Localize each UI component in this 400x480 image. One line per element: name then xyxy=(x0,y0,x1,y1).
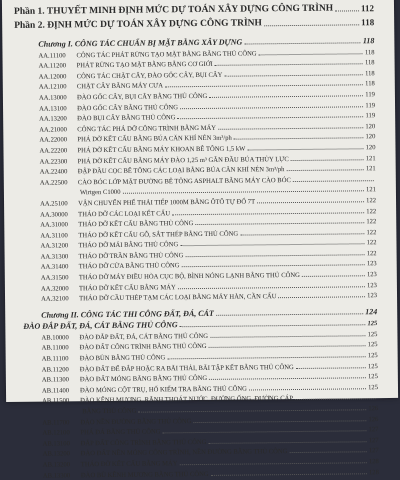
entry-page: 128 xyxy=(368,468,379,476)
dot-leader xyxy=(234,138,364,140)
dot-leader xyxy=(210,335,366,338)
entry-title: THÁO DỠ CẦU THÉP TẠM CÁC LOẠI BẰNG MÁY HÀN, CẦN CẨU xyxy=(79,293,277,303)
entry-page: 128 xyxy=(368,458,379,466)
page-number: 125 xyxy=(367,320,378,328)
entry-title: THÁO DỠ MÁI BẰNG THỦ CÔNG xyxy=(78,241,179,250)
entry-title: THÁO DỠ KẾT CẤU BẰNG MÁY xyxy=(78,283,176,292)
entry-title: ĐÀO BÙ KÊNH MƯƠNG BẰNG THỦ CÔNG xyxy=(80,470,209,479)
document-page xyxy=(2,0,398,480)
entry-code: AA.11100 xyxy=(38,51,66,60)
chapter-title: Chương I. CÔNG TÁC CHUẨN BỊ MẶT BẰNG XÂY DỰNG xyxy=(38,37,243,49)
chapter-1-entries xyxy=(14,45,377,303)
entry-page: 119 xyxy=(365,91,375,99)
entry-page: 127 xyxy=(368,436,379,445)
entry-title: ĐÀO ĐẤT NỀN MÓNG CÔNG TRÌNH, NỀN ĐƯỜNG BẰNG THỦ CÔNG xyxy=(80,448,288,458)
entry-page: 119 xyxy=(365,101,376,109)
entry-title: ĐÀO ĐẮP ĐẤT, ĐÁ, CÁT BẰNG THỦ CÔNG xyxy=(79,332,209,342)
entry-page: 122 xyxy=(366,218,377,226)
dot-leader xyxy=(244,42,361,44)
entry-page: 121 xyxy=(365,165,376,173)
entry-code: AB.11700 xyxy=(42,418,70,427)
dot-leader xyxy=(278,297,365,299)
entry-title: VẬN CHUYỂN PHẾ THẢI TIẾP 1000M BẰNG ÔTÔ TỰ ĐỔ 7T xyxy=(78,198,256,208)
entry-title: ĐÀO ĐẤT CÔNG TRÌNH BẰNG THỦ CÔNG xyxy=(79,343,207,352)
part-title: Phần 2. ĐỊNH MỨC DỰ TOÁN XÂY DỰNG CÔNG TRÌNH xyxy=(14,18,262,31)
entry-page: 122 xyxy=(366,228,377,236)
entry-page: 120 xyxy=(365,133,376,141)
entry-code: AA.12000 xyxy=(38,73,67,81)
entry-title: THÁO DỠ MÁY ĐIỀU HÒA CỤC BỘ, BÌNH NÓNG LẠNH BẰNG THỦ CÔNG xyxy=(78,272,300,282)
entry-title: THÁO DỠ KẾT CẤU BẰNG THỦ CÔNG xyxy=(78,220,194,229)
entry-code: AA.21000 xyxy=(39,126,67,134)
entry-page: 121 xyxy=(365,154,376,162)
entry-page: 121 xyxy=(365,186,376,194)
part-title: Phần 1. THUYẾT MINH ĐỊNH MỨC DỰ TOÁN XÂY DỰNG CÔNG TRÌNH xyxy=(13,3,334,17)
dot-leader xyxy=(296,367,366,369)
entry-title: ĐÀO ĐẤT ĐỂ ĐẮP HOẶC RA BÃI THẢI, BÃI TẬP KẾT BẰNG THỦ CÔNG xyxy=(79,363,294,373)
entry-page: 125 xyxy=(367,362,378,370)
dot-leader xyxy=(240,233,364,235)
entry-code: AB.13200 xyxy=(42,450,71,459)
entry-code: AA.13100 xyxy=(39,104,67,113)
entry-page: 125 xyxy=(367,352,378,360)
entry-title: THÁO DỠ CỬA BẰNG THỦ CÔNG xyxy=(78,262,180,271)
entry-code: AA.32000 xyxy=(40,285,69,293)
entry-title: ĐÀO MÓNG CỘT TRỤ, HỐ KIỂM TRA BẰNG THỦ CÔNG xyxy=(79,385,247,395)
entry-title: PHÁ DỠ KẾT CẤU BẰNG MÁY ĐÀO 1,25 m³ GẮN ĐẦU BÚA THỦY LỰC xyxy=(77,155,289,165)
entry-title: CÔNG TÁC CHẶT CÂY, ĐÀO GỐC CÂY, BỤI CÂY xyxy=(76,71,223,81)
entry-page: 127 xyxy=(368,447,379,455)
entry-page: 123 xyxy=(366,271,377,279)
entry-title: THÁO DỠ TRẦN BẰNG THỦ CÔNG xyxy=(78,252,184,261)
entry-title: ĐẮP ĐẤT CÔNG TRÌNH BẰNG THỦ CÔNG xyxy=(80,438,207,448)
entry-title: ĐÀO GỐC CÂY BẰNG THỦ CÔNG xyxy=(77,103,179,112)
page-number: 124 xyxy=(365,307,378,317)
entry-title-continued: BẰNG THỦ CÔNG xyxy=(82,407,137,416)
entry-page: 125 xyxy=(368,383,379,392)
dot-leader xyxy=(291,159,364,161)
entry-title: PHÁ DỠ KẾT CẤU BẰNG MÁY KHOAN BÊ TÔNG 1,5 kW xyxy=(77,145,246,155)
dot-leader xyxy=(249,388,366,390)
dot-leader xyxy=(335,10,359,11)
page-number: 118 xyxy=(362,36,375,46)
dot-leader xyxy=(218,127,363,130)
dot-leader xyxy=(259,53,363,55)
entry-code: AA.32100 xyxy=(41,295,69,303)
entry-page: 119 xyxy=(365,112,376,120)
entry-title: ĐÀO BỤI CÂY BẰNG THỦ CÔNG xyxy=(77,114,176,123)
entry-code: AB.11300 xyxy=(41,376,69,384)
entry-title: ĐẬP ĐẦU CỌC BÊ TÔNG CÁC LOẠI BẰNG BÚA CĂN KHÍ NÉN 3m³/ph xyxy=(77,166,285,176)
entry-code: AA.31000 xyxy=(40,221,68,229)
entry-code: AB.13300 xyxy=(42,471,71,480)
entry-code: AB.11000 xyxy=(41,344,69,353)
entry-page: 120 xyxy=(365,144,376,152)
entry-code: AA.22400 xyxy=(39,168,68,176)
dot-leader xyxy=(216,314,363,317)
dot-leader xyxy=(215,63,363,66)
entry-page: 123 xyxy=(366,281,377,289)
dot-leader xyxy=(302,275,365,277)
entry-code: AA.13000 xyxy=(38,94,67,102)
entry-page: 125 xyxy=(367,373,378,381)
dot-leader xyxy=(209,95,363,98)
entry-title: CHẶT CÂY BẰNG MÁY CƯA xyxy=(76,82,164,91)
entry-page: 127 xyxy=(368,426,379,434)
dot-leader xyxy=(247,148,363,150)
entry-title: CÔNG TÁC PHÁT RỪNG TẠO MẶT BẰNG BẰNG THỦ CÔNG xyxy=(76,49,257,59)
entry-code: AA.12100 xyxy=(38,83,67,92)
dot-leader xyxy=(257,201,364,203)
entry-page: 123 xyxy=(367,292,378,300)
entry-code: AA.22000 xyxy=(39,136,68,145)
entry-code: AA.30000 xyxy=(40,210,68,219)
entry-code: AA.22500 xyxy=(39,179,68,187)
entry-title: ĐÀO NỀN ĐƯỜNG BẰNG THỦ CÔNG xyxy=(80,417,192,426)
entry-code: AA.31400 xyxy=(40,263,69,272)
entry-title: THÁO ĐỠ KẾT CẤU BẰNG MÁY xyxy=(80,460,178,469)
entry-page: 125 xyxy=(367,330,378,339)
entry-code: AA.31300 xyxy=(40,253,69,261)
entry-page: 118 xyxy=(364,48,375,56)
entry-title: ĐÀO BÙN BẰNG THỦ CÔNG xyxy=(79,354,166,363)
entry-code: AB.12100 xyxy=(42,429,70,437)
dot-leader xyxy=(224,74,363,76)
chapter-2-entries xyxy=(17,327,379,479)
entry-title: PHÁ ĐÁ BẰNG THỦ CÔNG xyxy=(80,428,161,437)
entry-title: PHÁT RỪNG TẠO MẶT BẰNG BẰNG CƠ GIỚI xyxy=(76,61,213,70)
entry-code: AA.13200 xyxy=(39,115,67,123)
entry-code: AA.25100 xyxy=(40,200,68,208)
entry-title: THÁO DỠ CÁC LOẠI KẾT CẤU xyxy=(78,209,171,218)
entry-title: ĐÀO ĐẤT MÓNG BĂNG BẰNG THỦ CÔNG xyxy=(79,375,208,384)
page-number: 118 xyxy=(361,17,375,28)
entry-page: 123 xyxy=(366,260,377,268)
entry-code: AB.11100 xyxy=(41,355,69,363)
entry-code: AA.31200 xyxy=(40,242,69,250)
entry-page: 118 xyxy=(364,59,375,67)
entry-code: AB.13200 xyxy=(42,461,71,469)
entry-title-continued: Wirtgen C1000 xyxy=(79,189,121,197)
dot-leader xyxy=(293,180,374,182)
entry-code: AA.22300 xyxy=(39,157,68,166)
entry-title: CÀO BÓC LỚP MẶT ĐƯỜNG BÊ TÔNG ASPHALT BẰNG MÁY CÀO BÓC xyxy=(77,176,291,186)
page-number: 112 xyxy=(360,3,375,14)
entry-title: CÔNG TÁC PHÁ DỠ CÔNG TRÌNH BẰNG MÁY xyxy=(77,124,217,134)
dot-leader xyxy=(264,24,359,26)
entry-code: AA.22200 xyxy=(39,147,68,155)
entry-page: 126 xyxy=(368,415,379,423)
entry-code: AA.31500 xyxy=(40,274,69,282)
entry-code: AA.31100 xyxy=(40,232,68,240)
entry-page: 122 xyxy=(366,250,377,258)
entry-title: PHÁ DỠ KẾT CẤU BẰNG BÚA CĂN KHÍ NÉN 3m³/ph xyxy=(77,135,232,144)
entry-code: AB.13100 xyxy=(42,440,70,448)
entry-code: AB.10000 xyxy=(41,334,69,342)
entry-page: 120 xyxy=(365,122,376,131)
entry-page: 122 xyxy=(366,197,377,205)
entry-title: THÁO DỠ KẾT CẤU GỖ, SẮT THÉP BẰNG THỦ CÔNG xyxy=(78,230,239,239)
dot-leader xyxy=(211,473,367,476)
entry-page: 122 xyxy=(366,239,377,247)
entry-title: ĐÀO KÊNH MƯƠNG, RÃNH THOÁT NƯỚC, ĐƯỜNG ỐNG, ĐƯỜNG CÁP xyxy=(80,395,294,405)
dot-leader xyxy=(289,452,366,454)
dot-leader xyxy=(295,399,376,401)
entry-page: 122 xyxy=(366,207,377,215)
entry-title: ĐÀO GỐC CÂY, BỤI CÂY BẰNG THỦ CÔNG xyxy=(76,92,208,102)
chapter-title: Chương II. CÔNG TÁC THI CÔNG ĐẤT, ĐÁ, CÁT xyxy=(41,309,214,320)
entry-code: AB.11500 xyxy=(42,397,70,406)
entry-code: AA.11200 xyxy=(38,62,67,70)
entry-page: 118 xyxy=(365,80,375,88)
entry-page: 118 xyxy=(365,69,375,78)
table-of-contents xyxy=(14,0,379,479)
dot-leader xyxy=(286,169,363,171)
entry-code: AB.11400 xyxy=(41,387,70,395)
entry-code: AB.11200 xyxy=(41,366,69,374)
entry-page: 125 xyxy=(367,341,378,349)
chapter-subtitle: ĐÀO ĐẮP ĐẤT, ĐÁ, CÁT BẰNG THỦ CÔNG xyxy=(23,320,178,332)
entry-page: 126 xyxy=(368,405,379,413)
